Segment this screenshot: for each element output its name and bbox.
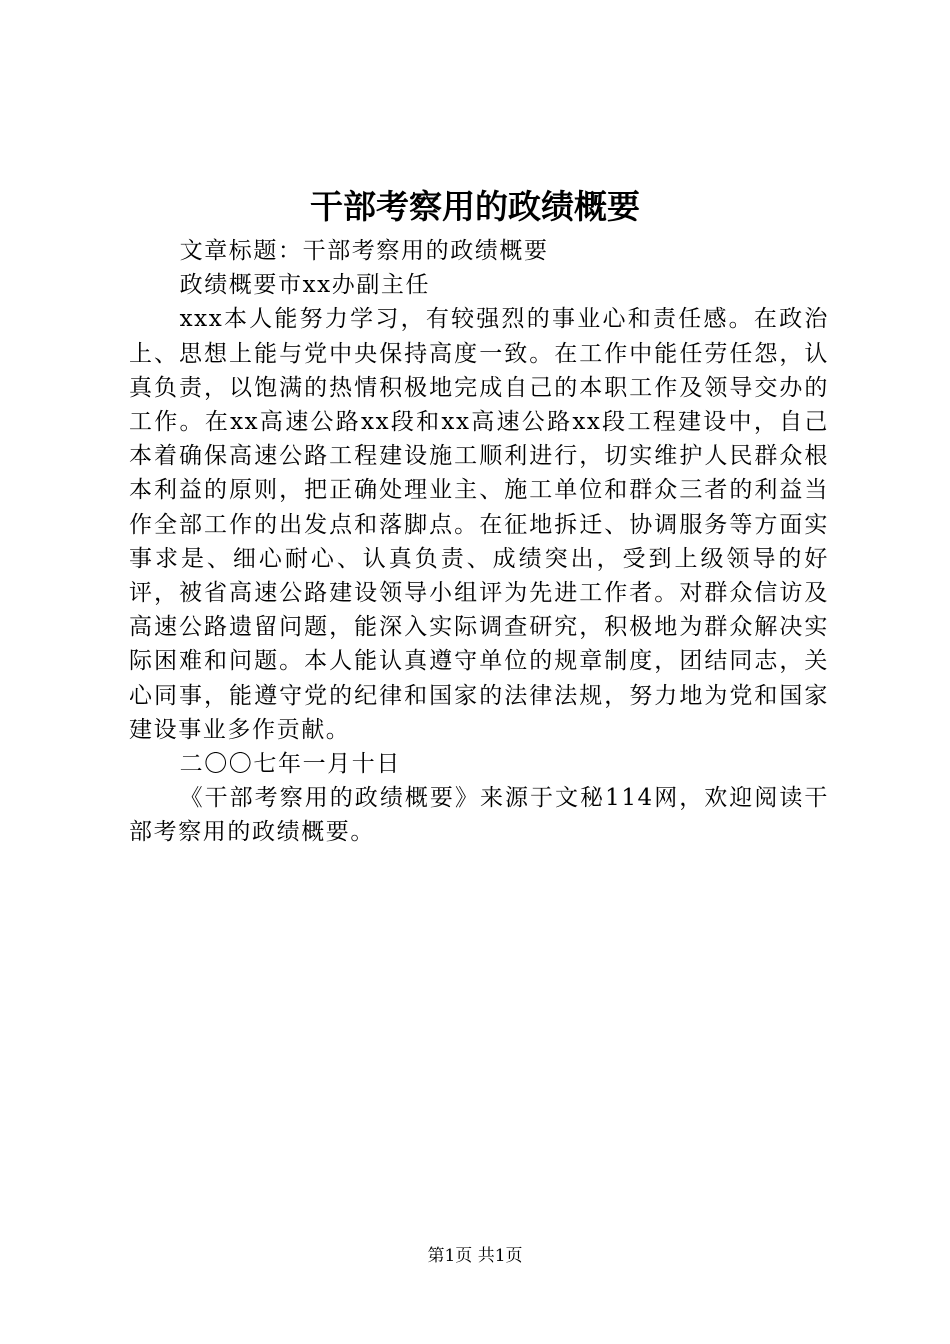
- page-footer: 第1页 共1页: [427, 1246, 523, 1266]
- date-line: 二〇〇七年一月十日: [179, 751, 401, 778]
- document-body: [129, 234, 829, 850]
- author-line: 政绩概要市xx办副主任: [179, 272, 431, 299]
- article-title-line: 文章标题：干部考察用的政绩概要: [179, 238, 549, 264]
- source-note: 《干部考察用的政绩概要》来源于文秘114网，欢迎阅读干部考察用的政绩概要。: [129, 785, 829, 846]
- main-paragraph: xxx本人能努力学习，有较强烈的事业心和责任感。在政治上、思想上能与党中央保持高度一致。在工作中能任劳任怨，认真负责，以饱满的热情积极地完成自己的本职工作及领导交办的工作。在xx高速公路xx段和xx高速公路xx段工程建设中，自己本着确保高速公路工程建设施工顺利进行，切实维护人民群众根本利益的原则，把正确处理业主、施工单位和群众三者的利益当作全部工作的出发点和落脚点。在征地拆迁、协调服务等方面实事求是、细心耐心、认真负责、成绩突出，受到上级领导的好评，被省高速公路建设领导小组评为先进工作者。对群众信访及高速公路遗留问题，能深入实际调查研究，积极地为群众解决实际困难和问题。本人能认真遵守单位的规章制度，团结同志，关心同事，能遵守党的纪律和国家的法律法规，努力地为党和国家建设事业多作贡献。: [129, 306, 829, 743]
- document-title: 干部考察用的政绩概要: [310, 187, 640, 226]
